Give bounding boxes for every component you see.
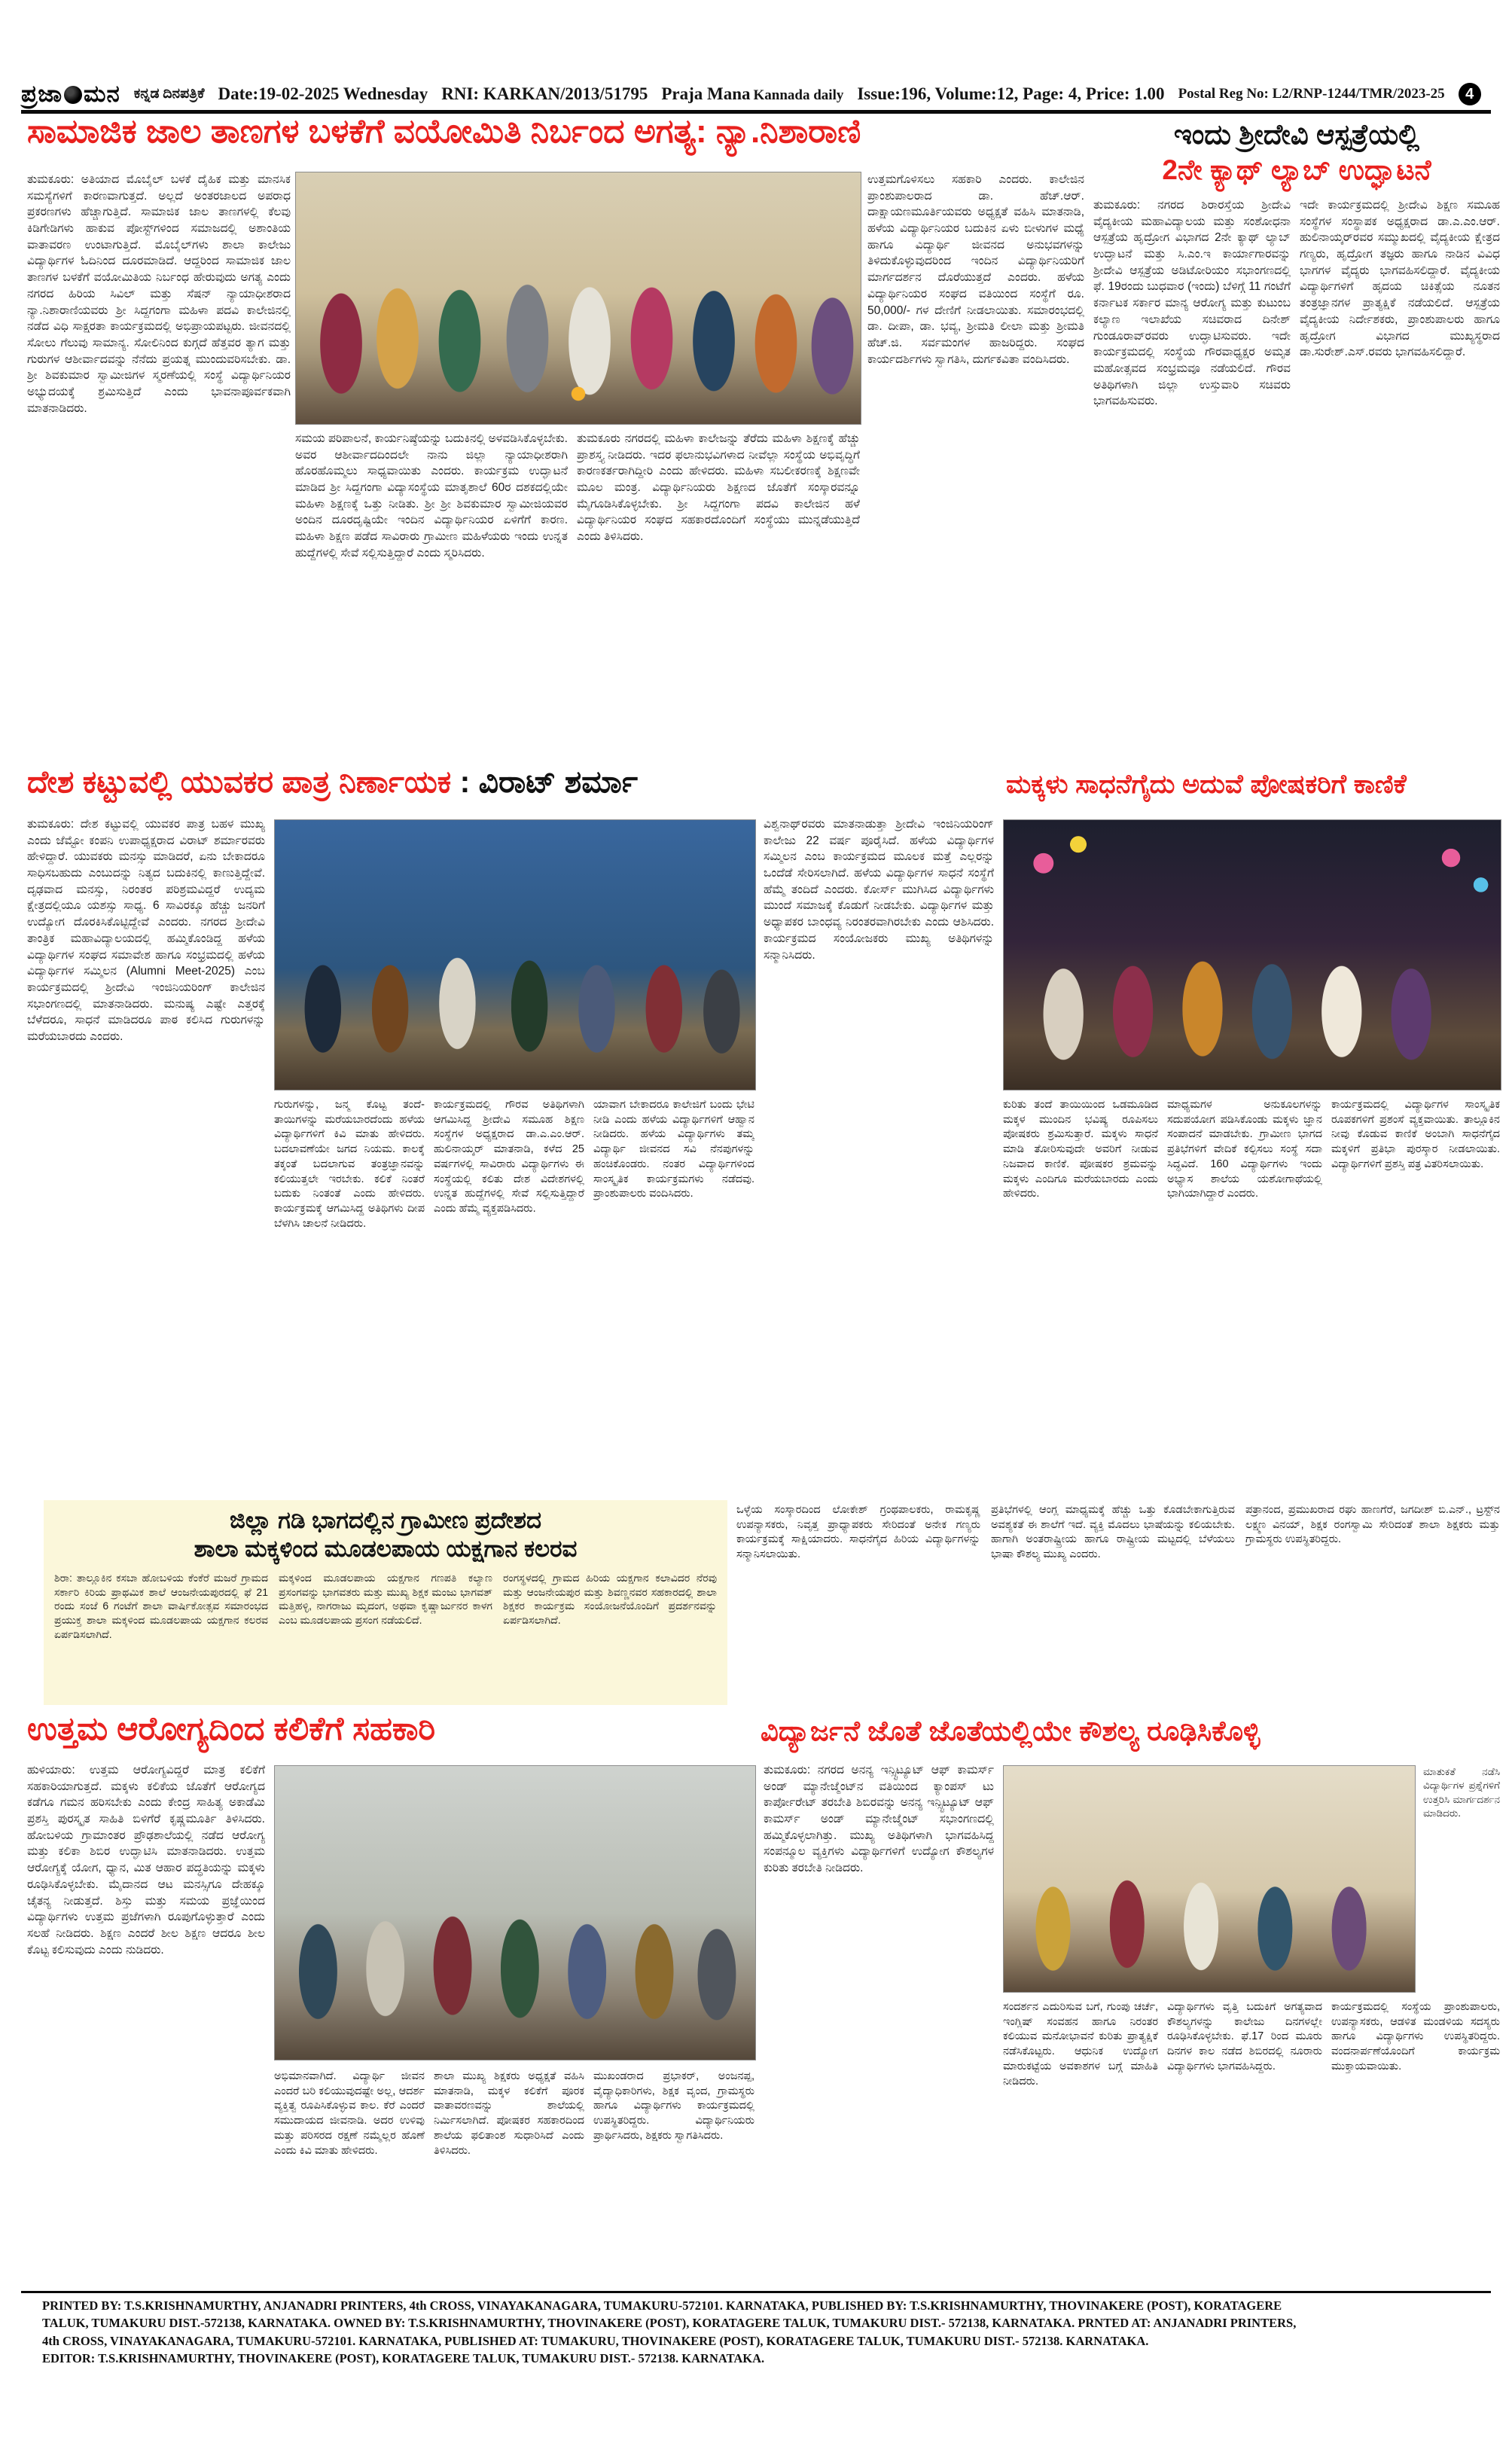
article-column: ಶಾಲಾ ಮುಖ್ಯ ಶಿಕ್ಷಕರು ಅಧ್ಯಕ್ಷತೆ ವಹಿಸಿ ಮಾತನಾಡಿ, ಮಕ್ಕಳ ಕಲಿಕೆಗೆ ಪೂರಕ ವಾತಾವರಣವನ್ನು ಶಾಲೆಯಲ್ಲಿ ನಿರ್ಮಿಸಲಾಗಿದೆ. ಪೋಷಕರ ಸಹಕಾರದಿಂದ ಶಾಲೆಯ ಫಲಿತಾಂಶ ಸುಧಾರಿಸಿದೆ ಎಂದು ತಿಳಿಸಿದರು. xyxy=(434,2070,584,2157)
article-column: ಗುರುಗಳನ್ನು, ಜನ್ಮ ಕೊಟ್ಟ ತಂದೆ-ತಾಯಿಗಳನ್ನು ಮರೆಯಬಾರದೆಂದು ಹಳೆಯ ವಿದ್ಯಾರ್ಥಿಗಳಿಗೆ ಕಿವಿ ಮಾತು ಹೇಳಿದರು. ಬದಲಾವಣೆಯೇ ಜಗದ ನಿಯಮ. ಕಾಲಕ್ಕೆ ತಕ್ಕಂತೆ ಬದಲಾಗುವ ತಂತ್ರಜ್ಞಾನವನ್ನು ಕಲಿಯುತ್ತಲೇ ಇರಬೇಕು. ಕಲಿಕೆ ನಿಂತರೆ ಬದುಕು ನಿಂತಂತೆ ಎಂದು ಹೇಳಿದರು. ಕಾರ್ಯಕ್ರಮಕ್ಕೆ ಆಗಮಿಸಿದ್ದ ಅತಿಥಿಗಳು ದೀಪ ಬೆಳಗಿಸಿ ಚಾಲನೆ ನೀಡಿದರು. xyxy=(274,1099,425,1230)
article-column: ಕುರಿತು ತಂದೆ ತಾಯಿಯಿಂದ ಒಡಮೂಡಿದ ಮಕ್ಕಳ ಮುಂದಿನ ಭವಿಷ್ಯ ರೂಪಿಸಲು ಪೋಷಕರು ಶ್ರಮಿಸುತ್ತಾರೆ. ಮಕ್ಕಳು ಸಾಧನೆ ಮಾಡಿ ತೋರಿಸುವುದೇ ಅವರಿಗೆ ನೀಡುವ ನಿಜವಾದ ಕಾಣಿಕೆ. ಪೋಷಕರ ಶ್ರಮವನ್ನು ಮಕ್ಕಳು ಎಂದಿಗೂ ಮರೆಯಬಾರದು ಎಂದು ಹೇಳಿದರು. xyxy=(1003,1099,1158,1200)
issue-info: Issue:196, Volume:12, Page: 4, Price: 1.00 xyxy=(857,84,1165,103)
headline-youth-red: ದೇಶ ಕಟ್ಟುವಲ್ಲಿ ಯುವಕರ ಪಾತ್ರ ನಿರ್ಣಾಯಕ xyxy=(27,764,452,799)
article-column: ಮುಖಂಡರಾದ ಪ್ರಭಾಕರ್, ಅಂಜನಪ್ಪ, ವೈದ್ಯಾಧಿಕಾರಿಗಳು, ಶಿಕ್ಷಕ ವೃಂದ, ಗ್ರಾಮಸ್ಥರು ಹಾಗೂ ವಿದ್ಯಾರ್ಥಿಗಳು ಕಾರ್ಯಕ್ರಮದಲ್ಲಿ ಉಪಸ್ಥಿತರಿದ್ದರು. ವಿದ್ಯಾರ್ಥಿನಿಯರು ಪ್ರಾರ್ಥಿಸಿದರು, ಶಿಕ್ಷಕರು ಸ್ವಾಗತಿಸಿದರು. xyxy=(593,2070,754,2142)
masthead-emblem-icon xyxy=(64,86,82,104)
photo-school-health-camp xyxy=(274,1765,756,2060)
headline-skills-education: ವಿದ್ಯಾರ್ಜನೆ ಜೊತೆ ಜೊತೆಯಲ್ಲಿಯೇ ಕೌಶಲ್ಯ ರೂಢಿಸಿಕೊಳ್ಳಿ xyxy=(761,1716,1261,1746)
article-column: ಇದೇ ಕಾರ್ಯಕ್ರಮದಲ್ಲಿ ಶ್ರೀದೇವಿ ಶಿಕ್ಷಣ ಸಮೂಹ ಸಂಸ್ಥೆಗಳ ಸಂಸ್ಥಾಪಕ ಅಧ್ಯಕ್ಷರಾದ ಡಾ.ಎ.ಎಂ.ಆರ್. ಹುಲಿನಾಯ್ಕರ್‌ರವರ ಸಮ್ಮುಖದಲ್ಲಿ ವೈದ್ಯಕೀಯ ಕ್ಷೇತ್ರದ ಗಣ್ಯರು, ಹೃದ್ರೋಗ ತಜ್ಞರು ಹಾಗೂ ನಾಡಿನ ವಿವಿಧ ಭಾಗಗಳ ವೈದ್ಯರು ಭಾಗವಹಿಸಲಿದ್ದಾರೆ. ವೈದ್ಯಕೀಯ ವಿದ್ಯಾರ್ಥಿಗಳಿಗೆ ಹೃದಯ ಚಿಕಿತ್ಸೆಯ ನೂತನ ತಂತ್ರಜ್ಞಾನಗಳ ಪ್ರಾತ್ಯಕ್ಷಿಕೆ ನಡೆಯಲಿದೆ. ಆಸ್ಪತ್ರೆಯ ವೈದ್ಯಕೀಯ ನಿರ್ದೇಶಕರು, ಪ್ರಾಂಶುಪಾಲರು ಹಾಗೂ ಹೃದ್ರೋಗ ವಿಭಾಗದ ಮುಖ್ಯಸ್ಥರಾದ ಡಾ.ಸುರೇಶ್.ಎಸ್.ರವರು ಭಾಗವಹಿಸಲಿದ್ದಾರೆ. xyxy=(1300,199,1500,359)
imprint-line: 4th CROSS, VINAYAKANAGARA, TUMAKURU-572101. KARNATAKA, PUBLISHED AT: TUMAKURU, THOVINAKERE (POST), KORATAGERE TALUK, TUMAKURU DIST.- 572138. KARNATAKA. xyxy=(42,2333,1149,2348)
yellow-box-yakshagana xyxy=(44,1500,727,1705)
headline-youth-nation-building xyxy=(27,765,1000,800)
masthead-bar xyxy=(21,78,1491,114)
article-column: ಮಾತುಕತೆ ನಡೆಸಿ ವಿದ್ಯಾರ್ಥಿಗಳ ಪ್ರಶ್ನೆಗಳಿಗೆ ಉತ್ತರಿಸಿ ಮಾರ್ಗದರ್ಶನ ಮಾಡಿದರು. xyxy=(1423,1766,1500,1819)
article-column: ಉತ್ತಮಗೊಳಿಸಲು ಸಹಕಾರಿ ಎಂದರು. ಕಾಲೇಜಿನ ಪ್ರಾಂಶುಪಾಲರಾದ ಡಾ. ಹೆಚ್.ಆರ್. ದಾಕ್ಷಾಯಣಮೂರ್ತಿಯವರು ಅಧ್ಯಕ್ಷತೆ ವಹಿಸಿ ಮಾತನಾಡಿ, ಹಳೆಯ ವಿದ್ಯಾರ್ಥಿನಿಯರ ಬದುಕಿನ ಏಳು ಬೀಳುಗಳ ಮಧ್ಯೆ ಹಾಗೂ ವಿದ್ಯಾರ್ಥಿ ಜೀವನದ ಅನುಭವಗಳನ್ನು ತಿಳಿದುಕೊಳ್ಳುವುದರಿಂದ ಇಂದಿನ ವಿದ್ಯಾರ್ಥಿನಿಯರಿಗೆ ಮಾರ್ಗದರ್ಶನ ದೊರೆಯುತ್ತದೆ ಎಂದರು. ಹಳೆಯ ವಿದ್ಯಾರ್ಥಿನಿಯರ ಸಂಘದ ವತಿಯಿಂದ ಸಂಸ್ಥೆಗೆ ರೂ. 50,000/- ಗಳ ದೇಣಿಗೆ ನೀಡಲಾಯಿತು. ಸಮಾರಂಭದಲ್ಲಿ ಡಾ. ದೀಪಾ, ಡಾ. ಭವ್ಯ, ಶ್ರೀಮತಿ ಲೀಲಾ ಮತ್ತು ಶ್ರೀಮತಿ ಹೆಚ್.ಜಿ. ಸರ್ವಮಂಗಳ ಹಾಜರಿದ್ದರು. ಸಂಘದ ಕಾರ್ಯದರ್ಶಿಗಳು ಸ್ವಾಗತಿಸಿ, ದುರ್ಗಕವಿತಾ ವಂದಿಸಿದರು. xyxy=(867,173,1084,366)
postal-reg: Postal Reg No: L2/RNP-1244/TMR/2023-25 xyxy=(1178,86,1445,102)
article-column: ಶಿರಾ: ತಾಲ್ಲೂಕಿನ ಕಸಬಾ ಹೋಬಳಿಯ ಕೆಂಕೆರೆ ಮಜರೆ ಗ್ರಾಮದ ಸರ್ಕಾರಿ ಕಿರಿಯ ಪ್ರಾಥಮಿಕ ಶಾಲೆ ಆಂಜನೇಯಪುರದಲ್ಲಿ ಫೆ 21 ರಂದು ಸಂಜೆ 6 ಗಂಟೆಗೆ ಶಾಲಾ ವಾರ್ಷಿಕೋತ್ಸವ ಸಮಾರಂಭದ ಪ್ರಯುಕ್ತ ಶಾಲಾ ಮಕ್ಕಳಿಂದ ಮೂಡಲಪಾಯ ಯಕ್ಷಗಾನ ಕಲರವ ಏರ್ಪಡಿಸಲಾಗಿದೆ. xyxy=(54,1571,268,1641)
article-column: ತುಮಕೂರು ನಗರದಲ್ಲಿ ಮಹಿಳಾ ಕಾಲೇಜನ್ನು ತೆರೆದು ಮಹಿಳಾ ಶಿಕ್ಷಣಕ್ಕೆ ಹೆಚ್ಚು ಪ್ರಾಶಸ್ತ್ಯ ನೀಡಿದರು. ಇದರ ಫಲಾನುಭವಿಗಳಾದ ನೀವೆಲ್ಲಾ ಸಂಸ್ಥೆಯ ಅಭಿವೃದ್ಧಿಗೆ ಕಾರಣಕರ್ತರಾಗಿದ್ದೀರಿ ಎಂದು ಹೇಳಿದರು. ಮಹಿಳಾ ಸಬಲೀಕರಣಕ್ಕೆ ಶಿಕ್ಷಣವೇ ಮೂಲ ಮಂತ್ರ. ವಿದ್ಯಾರ್ಥಿನಿಯರು ಶಿಕ್ಷಣದ ಜೊತೆಗೆ ಸಂಸ್ಕಾರವನ್ನೂ ಮೈಗೂಡಿಸಿಕೊಳ್ಳಬೇಕು. ಶ್ರೀ ಸಿದ್ದಗಂಗಾ ಪದವಿ ಕಾಲೇಜಿನ ಹಳೆ ವಿದ್ಯಾರ್ಥಿನಿಯರ ಸಂಘದ ಸಹಕಾರದೊಂದಿಗೆ ಸಂಸ್ಥೆಯು ಮುನ್ನಡೆಯುತ್ತಿದೆ ಎಂದು ತಿಳಿಸಿದರು. xyxy=(577,432,860,544)
photo-felicitation-stage xyxy=(295,172,861,425)
footer-divider xyxy=(21,2291,1491,2293)
article-column: ಮಕ್ಕಳಿಂದ ಮೂಡಲಪಾಯ ಯಕ್ಷಗಾನ ಗಣಪತಿ ಕಲ್ಯಾಣ ಪ್ರಸಂಗವನ್ನು ಭಾಗವತರು ಮತ್ತು ಮುಖ್ಯ ಶಿಕ್ಷಕ ಮಂಜು ಭಾಗವತ್ ಮತ್ತಿಹಳ್ಳಿ, ನಾಗರಾಜು ಮೃದಂಗ, ಅಥವಾ ಕೃಷ್ಣಾರ್ಜುನರ ಕಾಳಗ ಎಂಬ ಮೂಡಲಪಾಯ ಪ್ರಸಂಗ ನಡೆಯಲಿದೆ. xyxy=(279,1571,492,1627)
headline-cathlab-line1: ಇಂದು ಶ್ರೀದೇವಿ ಆಸ್ಪತ್ರೆಯಲ್ಲಿ xyxy=(1173,119,1420,150)
headline-health-learning: ಉತ್ತಮ ಆರೋಗ್ಯದಿಂದ ಕಲಿಕೆಗೆ ಸಹಕಾರಿ xyxy=(27,1711,436,1747)
article-column: ವಿದ್ಯಾರ್ಥಿಗಳು ವೃತ್ತಿ ಬದುಕಿಗೆ ಅಗತ್ಯವಾದ ಕೌಶಲ್ಯಗಳನ್ನು ಕಾಲೇಜು ದಿನಗಳಲ್ಲೇ ರೂಢಿಸಿಕೊಳ್ಳಬೇಕು. ಫೆ.17 ರಿಂದ ಮೂರು ದಿನಗಳ ಕಾಲ ನಡೆದ ಶಿಬಿರದಲ್ಲಿ ನೂರಾರು ವಿದ್ಯಾರ್ಥಿಗಳು ಭಾಗವಹಿಸಿದ್ದರು. xyxy=(1167,2001,1322,2073)
article-column: ಅಭಿಮಾನವಾಗಿದೆ. ವಿದ್ಯಾರ್ಥಿ ಜೀವನ ಎಂದರೆ ಬರಿ ಕಲಿಯುವುದಷ್ಟೇ ಅಲ್ಲ, ಆದರ್ಶ ವ್ಯಕ್ತಿತ್ವ ರೂಪಿಸಿಕೊಳ್ಳುವ ಕಾಲ. ಕೆರೆ ಎಂದರೆ ಸಮುದಾಯದ ಜೀವನಾಡಿ. ಅದರ ಉಳಿವು ಮತ್ತು ಪರಿಸರದ ರಕ್ಷಣೆ ನಮ್ಮೆಲ್ಲರ ಹೊಣೆ ಎಂದು ಕಿವಿ ಮಾತು ಹೇಳಿದರು. xyxy=(274,2070,425,2157)
article-column: ಕಾರ್ಯಕ್ರಮದಲ್ಲಿ ಗೌರವ ಅತಿಥಿಗಳಾಗಿ ಆಗಮಿಸಿದ್ದ ಶ್ರೀದೇವಿ ಸಮೂಹ ಶಿಕ್ಷಣ ಸಂಸ್ಥೆಗಳ ಅಧ್ಯಕ್ಷರಾದ ಡಾ.ಎ.ಎಂ.ಆರ್. ಹುಲಿನಾಯ್ಕರ್ ಮಾತನಾಡಿ, ಕಳೆದ 25 ವರ್ಷಗಳಲ್ಲಿ ಸಾವಿರಾರು ವಿದ್ಯಾರ್ಥಿಗಳು ಈ ಸಂಸ್ಥೆಯಲ್ಲಿ ಕಲಿತು ದೇಶ ವಿದೇಶಗಳಲ್ಲಿ ಉನ್ನತ ಹುದ್ದೆಗಳಲ್ಲಿ ಸೇವೆ ಸಲ್ಲಿಸುತ್ತಿದ್ದಾರೆ ಎಂದು ಹೆಮ್ಮೆ ವ್ಯಕ್ತಪಡಿಸಿದರು. xyxy=(434,1099,584,1215)
article-column: ಹುಳಿಯಾರು: ಉತ್ತಮ ಆರೋಗ್ಯವಿದ್ದರೆ ಮಾತ್ರ ಕಲಿಕೆಗೆ ಸಹಕಾರಿಯಾಗುತ್ತದೆ. ಮಕ್ಕಳು ಕಲಿಕೆಯ ಜೊತೆಗೆ ಆರೋಗ್ಯದ ಕಡೆಗೂ ಗಮನ ಹರಿಸಬೇಕು ಎಂದು ಕೇಂದ್ರ ಸಾಹಿತ್ಯ ಅಕಾಡೆಮಿ ಪ್ರಶಸ್ತಿ ಪುರಸ್ಕೃತ ಸಾಹಿತಿ ಬಿಳಿಗೆರೆ ಕೃಷ್ಣಮೂರ್ತಿ ತಿಳಿಸಿದರು. ಹೋಬಳಿಯ ಗ್ರಾಮಾಂತರ ಪ್ರೌಢಶಾಲೆಯಲ್ಲಿ ನಡೆದ ಆರೋಗ್ಯ ಮತ್ತು ಕಲಿಕಾ ಶಿಬಿರ ಉದ್ಘಾಟಿಸಿ ಮಾತನಾಡಿದರು. ಉತ್ತಮ ಆರೋಗ್ಯಕ್ಕೆ ಯೋಗ, ಧ್ಯಾನ, ಮಿತ ಆಹಾರ ಪದ್ಧತಿಯನ್ನು ಮಕ್ಕಳು ರೂಢಿಸಿಕೊಳ್ಳಬೇಕು. ಮೈದಾನದ ಆಟ ಮನಸ್ಸಿಗೂ ದೇಹಕ್ಕೂ ಚೈತನ್ಯ ನೀಡುತ್ತದೆ. ಶಿಸ್ತು ಮತ್ತು ಸಮಯ ಪ್ರಜ್ಞೆಯಿಂದ ವಿದ್ಯಾರ್ಥಿಗಳು ಉತ್ತಮ ಪ್ರಜೆಗಳಾಗಿ ರೂಪುಗೊಳ್ಳುತ್ತಾರೆ ಎಂದು ಸಲಹೆ ನೀಡಿದರು. ಶಿಕ್ಷಣ ಎಂದರೆ ಶೀಲ ಶಿಕ್ಷಣ ಆದರೂ ಶೀಲ ಕೊಟ್ಟ ಕಲಿಸುವುದು ಎಂದು ನುಡಿದರು. xyxy=(27,1764,265,1957)
photo-training-hall xyxy=(1003,1765,1416,1993)
imprint-line: EDITOR: T.S.KRISHNAMURTHY, THOVINAKERE (POST), KORATAGERE TALUK, TUMAKURU DIST.- 572138. KARNATAKA. xyxy=(42,2351,765,2366)
masthead-kn-part2: ಮನ xyxy=(84,80,120,107)
article-column: ಸಂದರ್ಶನ ಎದುರಿಸುವ ಬಗೆ, ಗುಂಪು ಚರ್ಚೆ, ಇಂಗ್ಲಿಷ್ ಸಂವಹನ ಹಾಗೂ ನಿರಂತರ ಕಲಿಯುವ ಮನೋಭಾವನೆ ಕುರಿತು ಪ್ರಾತ್ಯಕ್ಷಿಕೆ ನಡೆಸಿಕೊಟ್ಟರು. ಆಧುನಿಕ ಉದ್ಯೋಗ ಮಾರುಕಟ್ಟೆಯ ಅವಕಾಶಗಳ ಬಗ್ಗೆ ಮಾಹಿತಿ ನೀಡಿದರು. xyxy=(1003,2001,1158,2088)
headline-cathlab-line2: 2ನೇ ಕ್ಯಾಥ್ ಲ್ಯಾಬ್ ಉದ್ಘಾಟನೆ xyxy=(1162,154,1431,186)
article-column: ರಂಗಸ್ಥಳದಲ್ಲಿ ಗ್ರಾಮದ ಹಿರಿಯ ಯಕ್ಷಗಾನ ಕಲಾವಿದರ ನೆರವು ಮತ್ತು ಆಂಜನೇಯಪುರ ಮತ್ತು ಶಿವಣ್ಣನವರ ಸಹಕಾರದಲ್ಲಿ ಶಾಲಾ ಶಿಕ್ಷಕರ ಕಾರ್ಯಕ್ರಮ ಸಂಯೋಜನೆಯೊಂದಿಗೆ ಪ್ರದರ್ಶನವನ್ನು ಏರ್ಪಡಿಸಲಾಗಿದೆ. xyxy=(503,1571,717,1627)
article-column: ಮಾಧ್ಯಮಗಳ ಅನುಕೂಲಗಳನ್ನು ಸದುಪಯೋಗ ಪಡಿಸಿಕೊಂಡು ಮಕ್ಕಳು ಜ್ಞಾನ ಸಂಪಾದನೆ ಮಾಡಬೇಕು. ಗ್ರಾಮೀಣ ಭಾಗದ ಪ್ರತಿಭೆಗಳಿಗೆ ವೇದಿಕೆ ಕಲ್ಪಿಸಲು ಸಂಸ್ಥೆ ಸದಾ ಸಿದ್ಧವಿದೆ. 160 ವಿದ್ಯಾರ್ಥಿಗಳು ಇಂದು ಅಭ್ಯಾಸ ಶಾಲೆಯ ಯಶೋಗಾಥೆಯಲ್ಲಿ ಭಾಗಿಯಾಗಿದ್ದಾರೆ ಎಂದರು. xyxy=(1167,1099,1322,1200)
page-number-badge: 4 xyxy=(1459,83,1481,105)
article-column: ಪತ್ರಾನಂದ, ಪ್ರಮುಖರಾದ ರಘು ಹಾಣಗೆರೆ, ಜಗದೀಶ್ ಬಿ.ಎನ್., ಟ್ರಸ್ಟ್‌ನ ಲಕ್ಷ್ಮಣ ವಿನಯ್, ಶಿಕ್ಷಕ ರಂಗಸ್ವಾಮಿ ಸೇರಿದಂತೆ ಶಾಲಾ ಶಿಕ್ಷಕರು ಮತ್ತು ಗ್ರಾಮಸ್ಥರು ಉಪಸ್ಥಿತರಿದ್ದರು. xyxy=(1245,1504,1500,1546)
imprint-line: TALUK, TUMAKURU DIST.-572138, KARNATAKA. OWNED BY: T.S.KRISHNAMURTHY, THOVINAKERE (POST), KORATAGERE TALUK, TUMAKURU DIST.- 572138, KARNATAKA. PRNTED AT: ANJANADRI PRINTERS, xyxy=(42,2316,1297,2331)
yellow-box-columns xyxy=(54,1571,717,1642)
article-column: ಯಾವಾಗ ಬೇಕಾದರೂ ಕಾಲೇಜಿಗೆ ಬಂದು ಭೇಟಿ ನೀಡಿ ಎಂದು ಹಳೆಯ ವಿದ್ಯಾರ್ಥಿಗಳಿಗೆ ಆಹ್ವಾನ ನೀಡಿದರು. ಹಳೆಯ ವಿದ್ಯಾರ್ಥಿಗಳು ತಮ್ಮ ವಿದ್ಯಾರ್ಥಿ ಜೀವನದ ಸವಿ ನೆನಪುಗಳನ್ನು ಹಂಚಿಕೊಂಡರು. ನಂತರ ವಿದ್ಯಾರ್ಥಿಗಳಿಂದ ಸಾಂಸ್ಕೃತಿಕ ಕಾರ್ಯಕ್ರಮಗಳು ನಡೆದವು. ಪ್ರಾಂಶುಪಾಲರು ವಂದಿಸಿದರು. xyxy=(593,1099,754,1200)
imprint-line: PRINTED BY: T.S.KRISHNAMURTHY, ANJANADRI PRINTERS, 4th CROSS, VINAYAKANAGARA, TUMAKURU-572101. KARNATAKA, PUBLISHED BY: T.S.KRISHNAMURTHY, THOVINAKERE (POST), KORATAGERE xyxy=(42,2298,1282,2313)
article-column: ಕಾರ್ಯಕ್ರಮದಲ್ಲಿ ವಿದ್ಯಾರ್ಥಿಗಳ ಸಾಂಸ್ಕೃತಿಕ ರೂಪಕಗಳಿಗೆ ಪ್ರಶಂಸೆ ವ್ಯಕ್ತವಾಯಿತು. ತಾಲ್ಲೂಕಿನ ನೀವು ಕೊಡುವ ಕಾಣಿಕೆ ಅಂಬಾಗಿ ಸಾಧನೆಗೈದ ಮಕ್ಕಳಿಗೆ ಪ್ರತಿಭಾ ಪುರಸ್ಕಾರ ನೀಡಲಾಯಿತು. ವಿದ್ಯಾರ್ಥಿಗಳಿಗೆ ಪ್ರಶಸ್ತಿ ಪತ್ರ ವಿತರಿಸಲಾಯಿತು. xyxy=(1331,1099,1500,1170)
yellow-box-headline-line1: ಜಿಲ್ಲಾ ಗಡಿ ಭಾಗದಲ್ಲಿನ ಗ್ರಾಮೀಣ ಪ್ರದೇಶದ xyxy=(230,1507,541,1533)
imprint-block xyxy=(42,2297,1473,2368)
masthead-kn-part1: ಪ್ರಜಾ xyxy=(21,80,63,107)
yellow-box-headline-line2: ಶಾಲಾ ಮಕ್ಕಳಿಂದ ಮೂಡಲಪಾಯ ಯಕ್ಷಗಾನ ಕಲರವ xyxy=(194,1535,578,1562)
article-column: ಸಮಯ ಪರಿಪಾಲನೆ, ಕಾರ್ಯನಿಷ್ಠೆಯನ್ನು ಬದುಕಿನಲ್ಲಿ ಅಳವಡಿಸಿಕೊಳ್ಳಬೇಕು. ಅವರ ಆಶೀರ್ವಾದದಿಂದಲೇ ನಾನು ಜಿಲ್ಲಾ ನ್ಯಾಯಾಧೀಶರಾಗಿ ಹೊರಹೊಮ್ಮಲು ಸಾಧ್ಯವಾಯಿತು ಎಂದರು. ಕಾರ್ಯಕ್ರಮ ಉದ್ಘಾಟನೆ ಮಾಡಿದ ಶ್ರೀ ಸಿದ್ದಗಂಗಾ ವಿದ್ಯಾಸಂಸ್ಥೆಯ ಮಾತೃಶಾಲೆ 60ರ ದಶಕದಲ್ಲಿಯೇ ಮಹಿಳಾ ಶಿಕ್ಷಣಕ್ಕೆ ಒತ್ತು ನೀಡಿತು. ಶ್ರೀ ಶ್ರೀ ಶಿವಕುಮಾರ ಸ್ವಾಮೀಜಿಯವರ ಅಂದಿನ ದೂರದೃಷ್ಟಿಯೇ ಇಂದಿನ ವಿದ್ಯಾರ್ಥಿನಿಯರ ಏಳಿಗೆಗೆ ಕಾರಣ. ಮಹಿಳಾ ಶಿಕ್ಷಣ ಪಡೆದ ಸಾವಿರಾರು ಗ್ರಾಮೀಣ ಮಹಿಳೆಯರು ಇಂದು ಉನ್ನತ ಹುದ್ದೆಗಳಲ್ಲಿ ಸೇವೆ ಸಲ್ಲಿಸುತ್ತಿದ್ದಾರೆ ಎಂದು ಸ್ಮರಿಸಿದರು. xyxy=(295,432,568,560)
headline-youth-black: : ವಿರಾಟ್ ಶರ್ಮಾ xyxy=(451,764,638,799)
headline-cathlab xyxy=(1093,119,1500,186)
masthead-title xyxy=(21,81,120,108)
article-column: ಪ್ರತಿಭೆಗಳಲ್ಲಿ ಆಂಗ್ಲ ಮಾಧ್ಯಮಕ್ಕೆ ಹೆಚ್ಚು ಒತ್ತು ಕೊಡಬೇಕಾಗುತ್ತಿರುವ ಅವಶ್ಯಕತೆ ಈ ಶಾಲೆಗೆ ಇದೆ. ವ್ಯಕ್ತಿ ಮೊದಲು ಭಾಷೆಯನ್ನು ಕಲಿಯಬೇಕು. ಹಾಗಾಗಿ ಅಂತರಾಷ್ಟ್ರೀಯ ಹಾಗೂ ರಾಷ್ಟ್ರೀಯ ಮಟ್ಟದಲ್ಲಿ ಬೆಳೆಯಲು ಭಾಷಾ ಕೌಶಲ್ಯ ಮುಖ್ಯ ಎಂದರು. xyxy=(991,1504,1235,1561)
masthead-en-sub: Kannada daily xyxy=(753,87,844,103)
article-column: ವಿಶ್ವನಾಥ್‌ರವರು ಮಾತನಾಡುತ್ತಾ ಶ್ರೀದೇವಿ ಇಂಜಿನಿಯರಿಂಗ್ ಕಾಲೇಜು 22 ವರ್ಷ ಪೂರೈಸಿದೆ. ಹಳೆಯ ವಿದ್ಯಾರ್ಥಿಗಳ ಸಮ್ಮಿಲನ ಎಂಬ ಕಾರ್ಯಕ್ರಮದ ಮೂಲಕ ಮತ್ತೆ ಎಲ್ಲರನ್ನು ಒಂದೆಡೆ ಸೇರಿಸಲಾಗಿದೆ. ಹಳೆಯ ವಿದ್ಯಾರ್ಥಿಗಳ ಸಾಧನೆ ಸಂಸ್ಥೆಗೆ ಹೆಮ್ಮೆ ತಂದಿದೆ ಎಂದರು. ಕೋರ್ಸ್ ಮುಗಿಸಿದ ವಿದ್ಯಾರ್ಥಿಗಳು ಮುಂದೆ ಸಮಾಜಕ್ಕೆ ಕೊಡುಗೆ ನೀಡಬೇಕು. ವಿದ್ಯಾರ್ಥಿಗಳ ಮತ್ತು ಅಧ್ಯಾಪಕರ ಬಾಂಧವ್ಯ ನಿರಂತರವಾಗಿರಬೇಕು ಎಂದು ಆಶಿಸಿದರು. ಕಾರ್ಯಕ್ರಮದ ಸಂಯೋಜಕರು ಮುಖ್ಯ ಅತಿಥಿಗಳನ್ನು ಸನ್ಮಾನಿಸಿದರು. xyxy=(764,818,994,962)
article-column: ತುಮಕೂರು: ನಗರದ ಅನನ್ಯ ಇನ್ಸ್ಟಿಟ್ಯೂಟ್ ಆಫ್ ಕಾಮರ್ಸ್ ಅಂಡ್ ಮ್ಯಾನೇಜ್ಮೆಂಟ್‌ನ ವತಿಯಿಂದ ಕ್ಯಾಂಪಸ್ ಟು ಕಾರ್ಪೋರೇಟ್ ತರಬೇತಿ ಶಿಬಿರವನ್ನು ಅನನ್ಯ ಇನ್ಸ್ಟಿಟ್ಯೂಟ್ ಆಫ್ ಕಾಮರ್ಸ್ ಅಂಡ್ ಮ್ಯಾನೇಜ್ಮೆಂಟ್ ಸಭಾಂಗಣದಲ್ಲಿ ಹಮ್ಮಿಕೊಳ್ಳಲಾಗಿತ್ತು. ಮುಖ್ಯ ಅತಿಥಿಗಳಾಗಿ ಭಾಗವಹಿಸಿದ್ದ ಸಂಪನ್ಮೂಲ ವ್ಯಕ್ತಿಗಳು ವಿದ್ಯಾರ್ಥಿಗಳಿಗೆ ಉದ್ಯೋಗ ಕೌಶಲ್ಯಗಳ ಕುರಿತು ತರಬೇತಿ ನೀಡಿದರು. xyxy=(764,1764,994,1875)
headline-children-achievement: ಮಕ್ಕಳು ಸಾಧನೆಗೈದು ಅದುವೆ ಪೋಷಕರಿಗೆ ಕಾಣಿಕೆ xyxy=(1006,770,1407,799)
photo-cultural-stage-event xyxy=(1003,819,1501,1090)
photo-alumni-meet xyxy=(274,819,756,1090)
article-column: ತುಮಕೂರು: ದೇಶ ಕಟ್ಟುವಲ್ಲಿ ಯುವಕರ ಪಾತ್ರ ಬಹಳ ಮುಖ್ಯ ಎಂದು ಜೆಮ್ಟೋ ಕಂಪನಿ ಉಪಾಧ್ಯಕ್ಷರಾದ ವಿರಾಟ್ ಶರ್ಮಾರವರು ಹೇಳಿದ್ದಾರೆ. ಯುವಕರು ಮನಸ್ಸು ಮಾಡಿದರೆ, ಏನು ಬೇಕಾದರೂ ಸಾಧಿಸಬಹುದು ಎಂಬುದನ್ನು ನಿತ್ಯದ ಬದುಕಿನಲ್ಲಿ ಕಾಣುತ್ತಿದ್ದೇವೆ. ದೃಢವಾದ ಮನಸ್ಸು, ನಿರಂತರ ಪರಿಶ್ರಮವಿದ್ದರೆ ಉದ್ಯಮ ಕ್ಷೇತ್ರದಲ್ಲಿಯೂ ಯಶಸ್ಸು ಸಾಧ್ಯ. 6 ಸಾವಿರಕ್ಕೂ ಹೆಚ್ಚು ಜನರಿಗೆ ಉದ್ಯೋಗ ದೊರಕಿಸಿಕೊಟ್ಟಿದ್ದೇವೆ ಎಂದರು. ನಗರದ ಶ್ರೀದೇವಿ ತಾಂತ್ರಿಕ ಮಹಾವಿದ್ಯಾಲಯದಲ್ಲಿ ಹಮ್ಮಿಕೊಂಡಿದ್ದ ಹಳೆಯ ವಿದ್ಯಾರ್ಥಿಗಳ ಸಂಘದ ಸಮಾವೇಶ ಹಾಗೂ ಸಂಭ್ರಮದಲ್ಲಿ ಹಳೆಯ ವಿದ್ಯಾರ್ಥಿಗಳ ಸಮ್ಮಿಲನ (Alumni Meet-2025) ಎಂಬ ಕಾರ್ಯಕ್ರಮದಲ್ಲಿ ಶ್ರೀದೇವಿ ಇಂಜಿನಿಯರಿಂಗ್ ಕಾಲೇಜಿನ ಸಭಾಂಗಣದಲ್ಲಿ ಮಾತನಾಡಿದರು. ಮನುಷ್ಯ ಎಷ್ಟೇ ಎತ್ತರಕ್ಕೆ ಬೆಳೆದರೂ, ಸಾಧನೆ ಮಾಡಿದರೂ ಪಾಠ ಕಲಿಸಿದ ಗುರುಗಳನ್ನು ಮರೆಯಬಾರದು ಎಂದರು. xyxy=(27,818,265,1043)
article-column: ತುಮಕೂರು: ಅತಿಯಾದ ಮೊಬೈಲ್ ಬಳಕೆ ದೈಹಿಕ ಮತ್ತು ಮಾನಸಿಕ ಸಮಸ್ಯೆಗಳಿಗೆ ಕಾರಣವಾಗುತ್ತದೆ. ಅಲ್ಲದೆ ಅಂತರಜಾಲದ ಅಪರಾಧ ಪ್ರಕರಣಗಳು ಹೆಚ್ಚಾಗುತ್ತಿದೆ. ಸಾಮಾಜಿಕ ಜಾಲ ತಾಣಗಳಲ್ಲಿ ಕೆಲವು ಕಿಡಿಗೇಡಿಗಳು ಹಾಕುವ ಪೋಸ್ಟ್‌ಗಳಿಂದ ಸಮಾಜದಲ್ಲಿ ಅಶಾಂತಿಯ ವಾತಾವರಣ ಉಂಟಾಗುತ್ತಿದೆ. ಮೊಬೈಲ್‌ಗಳು ಶಾಲಾ ಕಾಲೇಜು ವಿದ್ಯಾರ್ಥಿಗಳ ಓದಿನಿಂದ ದೂರಮಾಡಿದೆ. ಆದ್ದರಿಂದ ಸಾಮಾಜಿಕ ಜಾಲ ತಾಣಗಳ ಬಳಕೆಗೆ ವಯೋಮಿತಿಯ ನಿರ್ಬಂಧ ಹೇರುವುದು ಅಗತ್ಯ ಎಂದು ನಗರದ ಹಿರಿಯ ಸಿವಿಲ್ ಮತ್ತು ಸೆಷನ್ ನ್ಯಾಯಾಧೀಶರಾದ ನ್ಯಾ.ನಿಶಾರಾಣಿಯವರು ಶ್ರೀ ಸಿದ್ದಗಂಗಾ ಮಹಿಳಾ ಪದವಿ ಕಾಲೇಜಿನಲ್ಲಿ ನಡೆದ ವಿಧಿ ಸಾಕ್ಷರತಾ ಕಾರ್ಯಕ್ರಮದಲ್ಲಿ ಅಭಿಪ್ರಾಯಪಟ್ಟರು. ಜೀವನದಲ್ಲಿ ಸೋಲು ಗೆಲುವು ಸಾಮಾನ್ಯ. ಸೋಲಿನಿಂದ ಕುಗ್ಗದೆ ಹೆತ್ತವರ ತ್ಯಾಗ ಮತ್ತು ಗುರುಗಳ ಆಶೀರ್ವಾದವನ್ನು ನೆನೆದು ಪ್ರಯತ್ನ ಮುಂದುವರಿಸಬೇಕು. ಡಾ. ಶ್ರೀ ಶಿವಕುಮಾರ ಸ್ವಾಮೀಜಿಗಳ ಸ್ಮರಣೆಯಲ್ಲಿ ಸಂಸ್ಥೆ ವಿದ್ಯಾರ್ಥಿನಿಯರ ಅಭ್ಯುದಯಕ್ಕೆ ಶ್ರಮಿಸುತ್ತಿದೆ ಎಂದು ಭಾವನಾಪೂರ್ವಕವಾಗಿ ಮಾತನಾಡಿದರು. xyxy=(27,173,291,415)
rni-number: RNI: KARKAN/2013/51795 xyxy=(441,84,648,103)
masthead-english xyxy=(661,84,843,104)
article-column: ತುಮಕೂರು: ನಗರದ ಶಿರಾರಸ್ತೆಯ ಶ್ರೀದೇವಿ ವೈದ್ಯಕೀಯ ಮಹಾವಿದ್ಯಾಲಯ ಮತ್ತು ಸಂಶೋಧನಾ ಆಸ್ಪತ್ರೆಯ ಹೃದ್ರೋಗ ವಿಭಾಗದ 2ನೇ ಕ್ಯಾಥ್ ಲ್ಯಾಬ್ ಉದ್ಘಾಟನೆ ಮತ್ತು ಸಿ.ಎಂ.ಇ ಕಾರ್ಯಾಗಾರವನ್ನು ಶ್ರೀದೇವಿ ಆಸ್ಪತ್ರೆಯ ಅಡಿಟೋರಿಯಂ ಸಭಾಂಗಣದಲ್ಲಿ ಫೆ. 19ರಂದು ಬುಧವಾರ (ಇಂದು) ಬೆಳಿಗ್ಗೆ 11 ಗಂಟೆಗೆ ಕರ್ನಾಟಕ ಸರ್ಕಾರ ಮಾನ್ಯ ಆರೋಗ್ಯ ಮತ್ತು ಕುಟುಂಬ ಕಲ್ಯಾಣ ಇಲಾಖೆಯ ಸಚಿವರಾದ ದಿನೇಶ್ ಗುಂಡೂರಾವ್‌ರವರು ಉದ್ಘಾಟಿಸುವರು. ಇದೇ ಕಾರ್ಯಕ್ರಮದಲ್ಲಿ ಸಂಸ್ಥೆಯ ಗೌರವಾಧ್ಯಕ್ಷರ ಅಮೃತ ಮಹೋತ್ಸವದ ಸಂಭ್ರಮವೂ ನಡೆಯಲಿದೆ. ಗೌರವ ಅತಿಥಿಗಳಾಗಿ ಜಿಲ್ಲಾ ಉಸ್ತುವಾರಿ ಸಚಿವರು ಭಾಗವಹಿಸುವರು. xyxy=(1093,199,1291,408)
article-column: ಕಾರ್ಯಕ್ರಮದಲ್ಲಿ ಸಂಸ್ಥೆಯ ಪ್ರಾಂಶುಪಾಲರು, ಉಪನ್ಯಾಸಕರು, ಆಡಳಿತ ಮಂಡಳಿಯ ಸದಸ್ಯರು ಹಾಗೂ ವಿದ್ಯಾರ್ಥಿಗಳು ಉಪಸ್ಥಿತರಿದ್ದರು. ವಂದನಾರ್ಪಣೆಯೊಂದಿಗೆ ಕಾರ್ಯಕ್ರಮ ಮುಕ್ತಾಯವಾಯಿತು. xyxy=(1331,2001,1500,2073)
masthead-en-name: Praja Mana xyxy=(661,84,751,103)
date-line: Date:19-02-2025 Wednesday xyxy=(218,84,428,103)
article-column: ಒಳ್ಳೆಯ ಸಂಸ್ಕಾರದಿಂದ ಲೋಕೇಶ್ ಗ್ರಂಥಪಾಲಕರು, ರಾಮಕೃಷ್ಣ ಉಪನ್ಯಾಸಕರು, ನಿವೃತ್ತ ಪ್ರಾಧ್ಯಾಪಕರು ಸೇರಿದಂತೆ ಅನೇಕ ಗಣ್ಯರು ಕಾರ್ಯಕ್ರಮಕ್ಕೆ ಸಾಕ್ಷಿಯಾದರು. ಸಾಧನೆಗೈದ ಹಿರಿಯ ವಿದ್ಯಾರ್ಥಿಗಳನ್ನು ಸನ್ಮಾನಿಸಲಾಯಿತು. xyxy=(736,1504,980,1561)
masthead-tagline: ಕನ್ನಡ ದಿನಪತ್ರಿಕೆ xyxy=(133,86,205,102)
headline-social-media-age-limit: ಸಾಮಾಜಿಕ ಜಾಲ ತಾಣಗಳ ಬಳಕೆಗೆ ವಯೋಮಿತಿ ನಿರ್ಬಂದ ಅಗತ್ಯ: ನ್ಯಾ.ನಿಶಾರಾಣಿ xyxy=(27,113,861,150)
